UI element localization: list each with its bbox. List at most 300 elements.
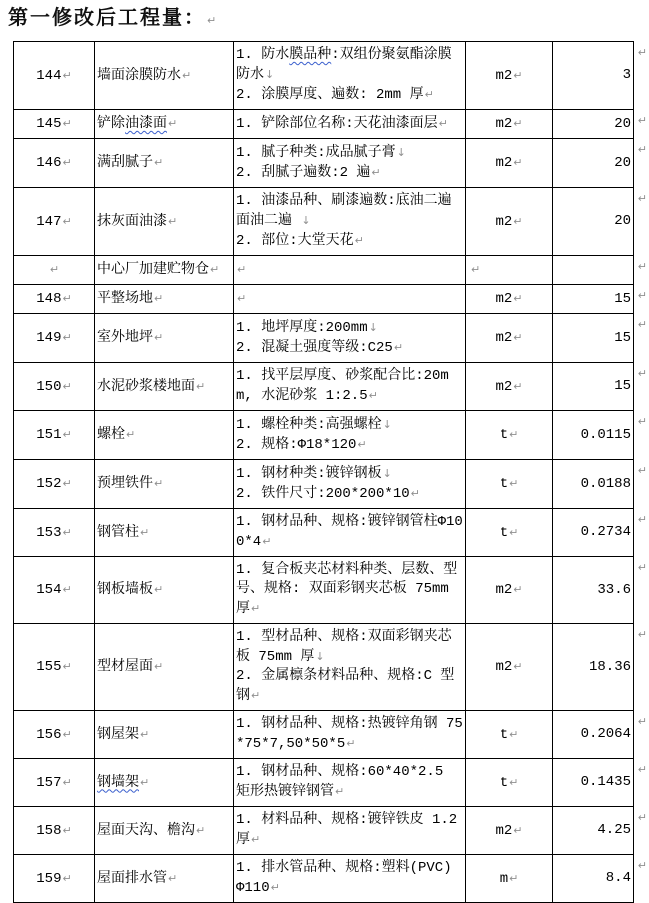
description-text: 1. 钢材品种、规格:60*40*2.5 矩形热镀锌钢管 [236, 764, 444, 800]
paragraph-mark-icon: ↵ [513, 156, 523, 169]
item-name: 钢墙架 [97, 774, 139, 791]
table-row [14, 855, 634, 903]
item-number-cell [14, 855, 95, 903]
item-name: 满刮腻子 [97, 155, 153, 171]
unit-cell [466, 557, 553, 624]
item-name: 铲除 [97, 116, 125, 132]
unit-text: m2 [495, 659, 513, 675]
table-row [14, 509, 634, 557]
description-text: 1. 复合板夹芯材料种类、层数、型号、规格: 双面彩钢夹芯板 75mm 厚 [236, 562, 458, 617]
row-end-mark-icon: ↵ [637, 464, 647, 477]
table-row [14, 711, 634, 759]
description-text: 1. 排水管品种、规格:塑料(PVC) Φ110 [236, 860, 452, 896]
row-end-mark-icon: ↵ [637, 715, 647, 728]
item-number: 151 [36, 427, 62, 443]
unit-text: m2 [495, 330, 513, 346]
item-number: 159 [36, 870, 62, 887]
paragraph-mark-icon: ↵ [393, 341, 404, 354]
quantity-cell [553, 110, 647, 139]
quantity-value: 8.4 [605, 870, 631, 886]
item-number-cell [14, 285, 95, 314]
item-number-cell [14, 139, 95, 188]
item-number-cell [14, 807, 95, 855]
paragraph-mark-icon: ↵ [513, 583, 523, 596]
row-end-mark-icon: ↵ [637, 192, 647, 205]
item-number-cell [14, 188, 95, 256]
unit-text: t [499, 476, 509, 492]
unit-cell [466, 110, 553, 139]
paragraph-mark-icon: ↵ [509, 775, 519, 789]
quantity-cell [553, 188, 647, 256]
unit-text: m2 [495, 291, 513, 307]
description-text: 2. 铁件尺寸:200*200*10 [236, 486, 410, 502]
unit-cell [466, 363, 553, 411]
paragraph-mark-icon: ↵ [438, 117, 448, 130]
item-name: 钢屋架 [97, 726, 139, 743]
item-name-cell [95, 314, 234, 363]
paragraph-mark-icon: ↵ [513, 660, 523, 673]
item-name: 螺栓 [97, 427, 125, 443]
paragraph-mark-icon: ↵ [251, 689, 261, 702]
table-row [14, 256, 634, 285]
item-name: 预埋铁件 [97, 476, 153, 492]
item-name: 平整场地 [97, 291, 153, 307]
item-description-cell [234, 807, 466, 855]
paragraph-mark-icon: ↵ [207, 14, 217, 27]
item-description-cell [234, 42, 466, 110]
page-title: 第一修改后工程量： [8, 7, 206, 29]
item-description-cell [234, 110, 466, 139]
unit-text: m2 [495, 822, 513, 839]
paragraph-mark-icon: ↵ [237, 263, 247, 276]
item-name-cell [95, 460, 234, 509]
table-row [14, 807, 634, 855]
description-line [236, 415, 463, 435]
item-description-cell [234, 460, 466, 509]
paragraph-mark-icon: ↵ [251, 602, 261, 615]
document-title-row [8, 5, 649, 31]
quantity-cell [553, 711, 647, 759]
quantity-cell [553, 557, 647, 624]
item-number: 152 [36, 476, 62, 492]
paragraph-mark-icon: ↵ [62, 428, 72, 441]
quantity-value: 15 [614, 329, 631, 346]
row-end-mark-icon: ↵ [637, 260, 647, 273]
paragraph-mark-icon: ↵ [62, 775, 72, 789]
item-name: 墙面涂膜防水 [97, 67, 181, 84]
paragraph-mark-icon: ↵ [513, 214, 523, 228]
table-row [14, 624, 634, 711]
unit-text: t [499, 726, 509, 743]
paragraph-mark-icon: ↵ [335, 785, 345, 798]
paragraph-mark-icon: ↵ [513, 68, 523, 82]
unit-cell [466, 460, 553, 509]
unit-text: t [499, 524, 509, 541]
item-number: 155 [36, 659, 62, 675]
paragraph-mark-icon: ↵ [154, 156, 164, 169]
item-number-cell [14, 759, 95, 807]
paragraph-mark-icon: ↵ [49, 263, 60, 276]
row-end-mark-icon: ↵ [637, 114, 647, 127]
item-name-cell [95, 256, 234, 285]
item-number: 146 [36, 155, 62, 171]
item-description-cell [234, 711, 466, 759]
paragraph-mark-icon: ↵ [509, 428, 519, 441]
row-end-mark-icon: ↵ [637, 367, 647, 380]
item-name: 屋面排水管 [97, 870, 167, 887]
item-number-cell [14, 110, 95, 139]
unit-text: m2 [495, 67, 513, 84]
paragraph-mark-icon: ↵ [509, 727, 519, 741]
paragraph-mark-icon: ↵ [168, 214, 178, 228]
item-number-cell [14, 711, 95, 759]
item-name-cell [95, 285, 234, 314]
unit-cell [466, 509, 553, 557]
item-number-cell [14, 256, 95, 285]
item-name: 型材屋面 [97, 659, 153, 675]
item-name-cell [95, 759, 234, 807]
description-text: 膜品种 [289, 47, 332, 63]
item-number: 148 [36, 291, 62, 307]
description-text: :双组份聚氨酯涂膜防水 [236, 47, 452, 83]
description-line [236, 667, 463, 706]
item-number-cell [14, 314, 95, 363]
description-line [236, 715, 463, 754]
item-name: 水泥砂浆楼地面 [97, 378, 195, 395]
item-name: 油漆面 [125, 116, 167, 132]
unit-text: t [499, 774, 509, 791]
description-text: 1. 钢材品种、规格:热镀锌角钢 75*75*7,50*50*5 [236, 716, 463, 752]
paragraph-mark-icon: ↵ [140, 525, 150, 539]
paragraph-mark-icon: ↵ [62, 660, 72, 673]
quantity-cell [553, 855, 647, 903]
item-name-cell [95, 509, 234, 557]
quantity-value: 4.25 [597, 822, 631, 838]
quantity-cell [553, 807, 647, 855]
unit-cell [466, 411, 553, 460]
quantity-cell [553, 256, 647, 285]
description-line [236, 318, 463, 338]
item-description-cell [234, 855, 466, 903]
paragraph-mark-icon: ↵ [368, 389, 378, 402]
unit-text: m2 [495, 378, 513, 395]
description-line [236, 484, 463, 504]
unit-text: m2 [495, 116, 513, 132]
soft-break-mark-icon: ↓ [315, 650, 325, 663]
quantity-value: 15 [614, 290, 631, 307]
paragraph-mark-icon: ↵ [237, 292, 247, 305]
unit-cell [466, 855, 553, 903]
soft-break-mark-icon: ↓ [265, 68, 275, 81]
quantity-value: 0.0115 [580, 426, 631, 443]
paragraph-mark-icon: ↵ [513, 117, 523, 130]
item-number-cell [14, 42, 95, 110]
unit-cell [466, 188, 553, 256]
table-row [14, 139, 634, 188]
row-end-mark-icon: ↵ [637, 628, 647, 641]
description-text: 2. 刮腻子遍数:2 遍 [236, 165, 371, 181]
item-name-cell [95, 411, 234, 460]
description-text: 1. 油漆品种、刷漆遍数:底油二遍面油二遍 [236, 193, 452, 229]
paragraph-mark-icon: ↵ [154, 292, 164, 305]
paragraph-mark-icon: ↵ [513, 823, 523, 837]
item-name-cell [95, 110, 234, 139]
description-text: 2. 部位:大堂天花 [236, 233, 354, 249]
quantity-value: 15 [614, 378, 631, 394]
description-line [236, 289, 463, 309]
paragraph-mark-icon: ↵ [168, 117, 178, 130]
paragraph-mark-icon: ↵ [126, 428, 136, 441]
quantity-cell [553, 759, 647, 807]
paragraph-mark-icon: ↵ [62, 156, 72, 169]
item-number-cell [14, 557, 95, 624]
paragraph-mark-icon: ↵ [509, 871, 519, 885]
description-line [236, 763, 463, 802]
quantity-value: 18.36 [588, 658, 631, 675]
item-number-cell [14, 509, 95, 557]
soft-break-mark-icon: ↓ [382, 467, 392, 480]
description-line [236, 85, 463, 105]
unit-cell [466, 256, 553, 285]
description-text: 2. 混凝土强度等级:C25 [236, 340, 393, 356]
quantity-cell [553, 42, 647, 110]
paragraph-mark-icon: ↵ [513, 379, 523, 393]
item-name: 抹灰面油漆 [97, 213, 167, 230]
table-row [14, 363, 634, 411]
description-text: 2. 金属檩条材料品种、规格:C 型钢 [236, 668, 455, 704]
unit-cell [466, 285, 553, 314]
unit-cell [466, 624, 553, 711]
paragraph-mark-icon: ↵ [62, 477, 72, 490]
paragraph-mark-icon: ↵ [154, 331, 164, 344]
quantity-value: 20 [614, 213, 631, 229]
description-line [236, 192, 463, 231]
quantity-cell [553, 314, 647, 363]
quantity-value: 20 [614, 154, 631, 171]
quantity-cell [553, 139, 647, 188]
description-line [236, 811, 463, 850]
unit-text: t [499, 427, 509, 443]
row-end-mark-icon: ↵ [637, 415, 647, 428]
quantity-cell [553, 285, 647, 314]
quantity-cell [553, 509, 647, 557]
item-description-cell [234, 557, 466, 624]
quantity-cell [553, 411, 647, 460]
table-row [14, 411, 634, 460]
description-line [236, 46, 463, 85]
unit-cell [466, 807, 553, 855]
soft-break-mark-icon: ↓ [396, 146, 406, 159]
paragraph-mark-icon: ↵ [154, 583, 164, 596]
unit-cell [466, 711, 553, 759]
paragraph-mark-icon: ↵ [168, 871, 178, 885]
description-line [236, 114, 463, 134]
unit-text: m [499, 870, 509, 887]
row-end-mark-icon: ↵ [637, 46, 647, 59]
paragraph-mark-icon: ↵ [62, 68, 72, 82]
description-line [236, 338, 463, 358]
paragraph-mark-icon: ↵ [182, 68, 192, 82]
item-number: 158 [36, 822, 62, 839]
row-end-mark-icon: ↵ [637, 763, 647, 776]
paragraph-mark-icon: ↵ [262, 535, 272, 548]
quantities-table-body [14, 42, 647, 903]
item-number: 156 [36, 726, 62, 743]
paragraph-mark-icon: ↵ [154, 477, 164, 490]
row-end-mark-icon: ↵ [637, 289, 647, 302]
item-name-cell [95, 807, 234, 855]
table-row [14, 188, 634, 256]
item-name-cell [95, 188, 234, 256]
paragraph-mark-icon: ↵ [509, 477, 519, 490]
description-line [236, 163, 463, 183]
item-name-cell [95, 624, 234, 711]
description-line [236, 513, 463, 552]
paragraph-mark-icon: ↵ [354, 234, 364, 247]
item-name: 屋面天沟、檐沟 [97, 822, 195, 839]
paragraph-mark-icon: ↵ [471, 263, 481, 276]
description-text: 1. 找平层厚度、砂浆配合比:20mm, 水泥砂浆 1:2.5 [236, 368, 449, 404]
description-text: 1. 螺栓种类:高强螺栓 [236, 417, 382, 433]
row-end-mark-icon: ↵ [637, 811, 647, 824]
description-text: 1. 材料品种、规格:镀锌铁皮 1.2 厚 [236, 812, 458, 848]
quantity-cell [553, 460, 647, 509]
paragraph-mark-icon: ↵ [513, 292, 523, 305]
item-number: 150 [36, 378, 62, 395]
paragraph-mark-icon: ↵ [62, 823, 72, 837]
paragraph-mark-icon: ↵ [509, 525, 519, 539]
row-end-mark-icon: ↵ [637, 143, 647, 156]
item-name-cell [95, 855, 234, 903]
description-text: 1. 腻子种类:成品腻子膏 [236, 145, 396, 161]
item-name-cell [95, 42, 234, 110]
description-line [236, 859, 463, 898]
description-text: 1. 钢材品种、规格:镀锌钢管柱Φ100*4 [236, 514, 463, 550]
quantity-value: 33.6 [597, 581, 631, 598]
item-description-cell [234, 314, 466, 363]
soft-break-mark-icon: ↓ [382, 418, 392, 431]
row-end-mark-icon: ↵ [637, 318, 647, 331]
paragraph-mark-icon: ↵ [513, 331, 523, 344]
paragraph-mark-icon: ↵ [62, 331, 72, 344]
table-row [14, 314, 634, 363]
quantity-cell [553, 363, 647, 411]
paragraph-mark-icon: ↵ [62, 583, 72, 596]
paragraph-mark-icon: ↵ [371, 166, 381, 179]
description-line [236, 464, 463, 484]
quantities-table [13, 41, 647, 903]
paragraph-mark-icon: ↵ [251, 833, 261, 846]
unit-text: m2 [495, 213, 513, 230]
item-description-cell [234, 139, 466, 188]
paragraph-mark-icon: ↵ [62, 214, 72, 228]
quantity-value: 20 [614, 115, 631, 132]
item-name: 室外地坪 [97, 330, 153, 346]
paragraph-mark-icon: ↵ [196, 823, 206, 837]
item-name-cell [95, 557, 234, 624]
item-number: 149 [36, 330, 62, 346]
unit-text: m2 [495, 155, 513, 171]
quantity-value: 0.1435 [580, 774, 631, 790]
description-line [236, 143, 463, 163]
description-text: 1. 铲除部位名称:天花油漆面层 [236, 116, 438, 132]
item-number: 157 [36, 774, 62, 791]
description-line [236, 628, 463, 667]
item-description-cell [234, 411, 466, 460]
item-name-cell [95, 363, 234, 411]
description-text: 1. 型材品种、规格:双面彩钢夹芯板 75mm 厚 [236, 629, 452, 665]
table-row [14, 557, 634, 624]
paragraph-mark-icon: ↵ [62, 871, 72, 885]
paragraph-mark-icon: ↵ [154, 660, 164, 673]
table-row [14, 285, 634, 314]
paragraph-mark-icon: ↵ [270, 881, 280, 894]
table-row [14, 42, 634, 110]
paragraph-mark-icon: ↵ [140, 727, 150, 741]
table-row [14, 759, 634, 807]
table-row [14, 110, 634, 139]
paragraph-mark-icon: ↵ [424, 88, 434, 101]
row-end-mark-icon: ↵ [637, 561, 647, 574]
item-number: 144 [36, 67, 62, 84]
paragraph-mark-icon: ↵ [196, 379, 206, 393]
item-number-cell [14, 624, 95, 711]
paragraph-mark-icon: ↵ [210, 263, 220, 276]
item-number-cell [14, 411, 95, 460]
description-text: 2. 涂膜厚度、遍数: 2mm 厚 [236, 87, 424, 103]
paragraph-mark-icon: ↵ [410, 487, 420, 500]
item-name: 钢板墙板 [97, 582, 153, 598]
item-description-cell [234, 285, 466, 314]
paragraph-mark-icon: ↵ [62, 727, 72, 741]
item-description-cell [234, 188, 466, 256]
quantity-value: 0.2734 [580, 524, 631, 540]
description-text: 1. 地坪厚度:200mm [236, 320, 368, 336]
description-line [236, 561, 463, 619]
soft-break-mark-icon: ↓ [301, 214, 311, 227]
quantity-value: 0.2064 [580, 726, 631, 742]
item-name: 中心厂加建贮物仓 [97, 262, 209, 278]
unit-cell [466, 42, 553, 110]
row-end-mark-icon: ↵ [637, 513, 647, 526]
description-line [236, 367, 463, 406]
item-number-cell [14, 460, 95, 509]
item-number: 147 [36, 213, 62, 230]
item-description-cell [234, 509, 466, 557]
item-number: 154 [36, 582, 62, 598]
description-line [236, 435, 463, 455]
unit-cell [466, 139, 553, 188]
item-name: 钢管柱 [97, 524, 139, 541]
paragraph-mark-icon: ↵ [62, 525, 72, 539]
item-description-cell [234, 363, 466, 411]
paragraph-mark-icon: ↵ [346, 737, 356, 750]
paragraph-mark-icon: ↵ [140, 775, 150, 789]
description-text: 1. 钢材种类:镀锌钢板 [236, 466, 382, 482]
unit-text: m2 [495, 582, 513, 598]
description-line [236, 231, 463, 251]
soft-break-mark-icon: ↓ [368, 321, 378, 334]
paragraph-mark-icon: ↵ [62, 117, 72, 130]
paragraph-mark-icon: ↵ [357, 438, 367, 451]
item-number: 145 [36, 116, 62, 132]
item-name-cell [95, 711, 234, 759]
item-number: 153 [36, 524, 62, 541]
paragraph-mark-icon: ↵ [62, 379, 72, 393]
quantity-value: 3 [622, 67, 631, 83]
unit-cell [466, 314, 553, 363]
item-number-cell [14, 363, 95, 411]
